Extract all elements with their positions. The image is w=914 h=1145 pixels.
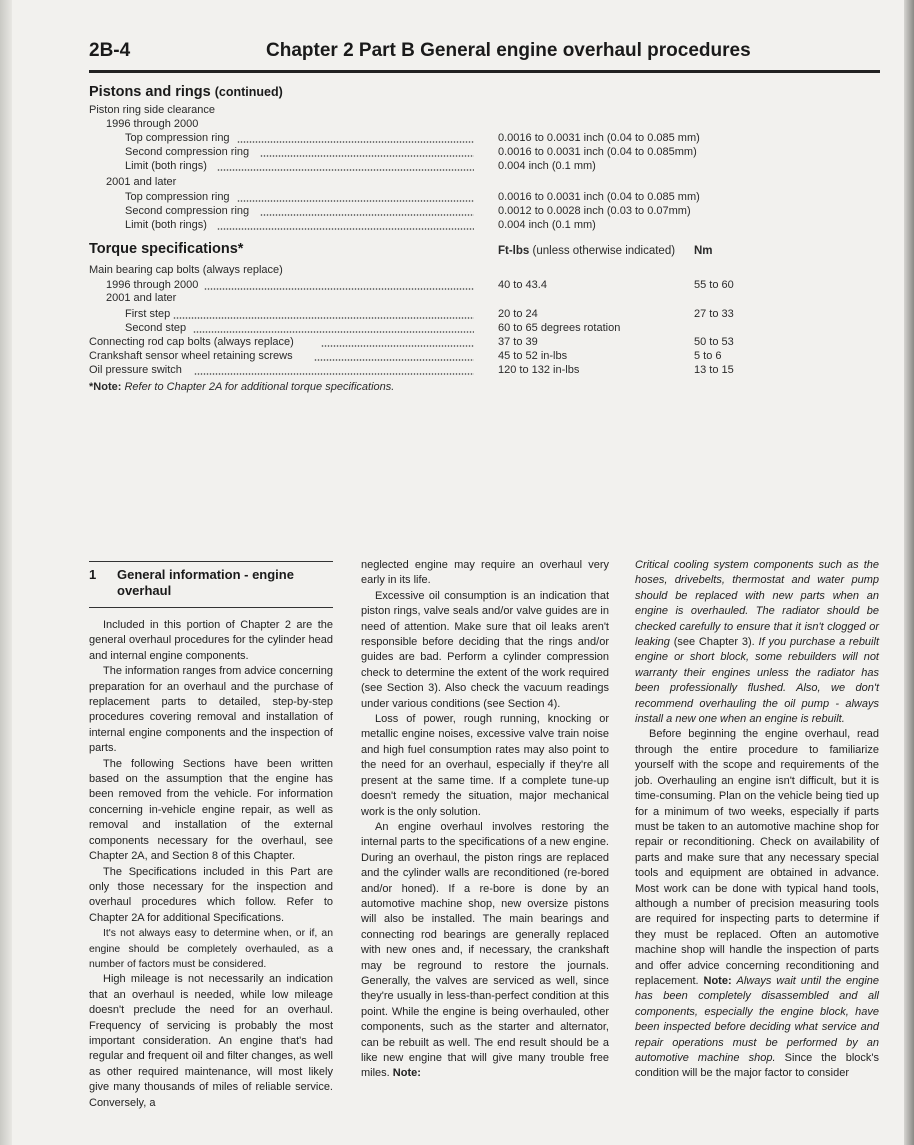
- spec-label: First step: [125, 308, 171, 320]
- spec-nm: 55 to 60: [694, 279, 734, 291]
- note-label: Note:: [703, 974, 732, 987]
- paragraph-text: Since the block's condition will be the major factor to consider: [635, 1052, 879, 1080]
- page-binding-shadow: [0, 0, 12, 1145]
- dot-leader: [193, 331, 474, 333]
- note-label: Note:: [392, 1067, 421, 1080]
- spec-label: Main bearing cap bolts (always replace): [89, 264, 283, 276]
- spec-label: Oil pressure switch: [89, 364, 182, 376]
- spec-label: Top compression ring: [125, 191, 230, 203]
- spec-ftlbs: 120 to 132 in-lbs: [498, 364, 580, 376]
- spec-value: 0.0016 to 0.0031 inch (0.04 to 0.085 mm): [498, 191, 700, 203]
- spec-label: Connecting rod cap bolts (always replace): [89, 336, 294, 348]
- spec-ftlbs: 40 to 43.4: [498, 279, 547, 291]
- paragraph: Loss of power, rough running, knocking or metallic engine noises, excessive valve train noise and high fuel consumption rates may also point to the need for an overhaul, especially if they're all present at the same time. If a complete tune-up doesn't remedy the situation, major mechanical work is the only solution.: [361, 713, 609, 818]
- italic-text: If you purchase a rebuilt engine or short block, some rebuilders will not warranty their engines unless the radiator has been professionally flushed. Also, we don't recommend overhauling the oil pump - always install a new one when an engine is rebuilt.: [635, 636, 879, 726]
- footnote-label: *Note:: [89, 381, 122, 393]
- spec-ftlbs: 60 to 65 degrees rotation: [498, 322, 621, 334]
- spec-label: 2001 and later: [106, 292, 177, 304]
- spec-value: 0.004 inch (0.1 mm): [498, 219, 596, 231]
- italic-text: Always wait until the engine has been completely disassembled and all components, especially the engine block, have been inspected before deciding what service and repair operations must be performed by an automotive machine shop.: [635, 974, 880, 1064]
- section-code: 2B-4: [89, 40, 131, 61]
- pistons-heading: [89, 84, 283, 100]
- dot-leader: [217, 169, 474, 171]
- dot-leader: [173, 317, 474, 319]
- dot-leader: [321, 345, 474, 347]
- paragraph: The following Sections have been written based on the assumption that the engine has been removed from the vehicle. For information concerning in-vehicle engine repair, as well as removal and installation of the external components necessary for the overhaul, see Chapter 2A, and Section 8 of this Chapter.: [89, 757, 333, 863]
- paragraph: The Specifications included in this Part are only those necessary for the inspection and overhaul procedures which follow. Refer to Chapter 2A for additional Specifications.: [89, 865, 333, 924]
- header-rule: [89, 70, 880, 73]
- spec-label: Crankshaft sensor wheel retaining screws: [89, 350, 293, 362]
- spec-ftlbs: 37 to 39: [498, 336, 538, 348]
- unit-note: (unless otherwise indicated): [532, 245, 676, 257]
- text-column-3: [635, 558, 879, 1082]
- section-title: General information - engine overhaul: [117, 567, 294, 598]
- dot-leader: [237, 141, 474, 143]
- spec-ftlbs: 20 to 24: [498, 308, 538, 320]
- chapter-ref: (see Chapter 3).: [673, 636, 755, 649]
- spec-label: Limit (both rings): [125, 219, 207, 231]
- paragraph-text: An engine overhaul involves restoring the internal parts to the specifications of a new engine. During an overhaul, the piston rings are replaced and the cylinder walls are reconditioned (re-bored and/or honed). If a re-bore is done by an automotive machine shop, new oversize pistons will also be installed. The main bearings and connecting rod bearings are generally replaced with new ones and, if necessary, the crankshaft may be reground to restore the journals. Generally, the valves are serviced as well, since they're usually in less-than-perfect condition at this point. While the engine is being overhauled, other components, such as the starter and alternator, can be rebuilt as well. The end result should be a like new engine that will give many trouble free miles.: [361, 820, 609, 1080]
- page-edge-shadow: [904, 0, 914, 1145]
- spec-nm: 27 to 33: [694, 308, 734, 320]
- spec-label: Piston ring side clearance: [89, 104, 215, 116]
- spec-label: 2001 and later: [106, 176, 177, 188]
- spec-value: 0.004 inch (0.1 mm): [498, 160, 596, 172]
- paragraph: [635, 727, 879, 1081]
- chapter-title: Chapter 2 Part B General engine overhaul procedures: [266, 40, 751, 61]
- spec-value: 0.0012 to 0.0028 inch (0.03 to 0.07mm): [498, 205, 691, 217]
- pistons-heading-note: (continued): [214, 85, 283, 99]
- dot-leader: [260, 155, 474, 157]
- spec-nm: 50 to 53: [694, 336, 734, 348]
- paragraph: neglected engine may require an overhaul very early in its life.: [361, 559, 609, 587]
- spec-nm: 13 to 15: [694, 364, 734, 376]
- paragraph: The information ranges from advice concerning preparation for an overhaul and the purchase of replacement parts to detailed, step-by-step procedures covering removal and installation of internal engine components and the inspection of parts.: [89, 665, 333, 755]
- unit-ftlbs: Ft-lbs: [498, 245, 530, 257]
- torque-footnote: [89, 381, 394, 394]
- text-column-2: [361, 558, 609, 1082]
- spec-label: Limit (both rings): [125, 160, 207, 172]
- spec-value: 0.0016 to 0.0031 inch (0.04 to 0.085mm): [498, 146, 697, 158]
- paragraph: Excessive oil consumption is an indication that piston rings, valve seals and/or valve guides are in need of attention. Make sure that oil leaks aren't responsible before deciding that the rings and/or guides are bad. Perform a cylinder compression check to determine the extent of the work required (see Section 3). Also check the vacuum readings under various conditions (see Section 4).: [361, 589, 609, 710]
- paragraph: Included in this portion of Chapter 2 are the general overhaul procedures for the cylinder head and internal engine components.: [89, 619, 333, 662]
- pistons-heading-text: Pistons and rings: [89, 84, 211, 100]
- paragraph: [635, 558, 879, 727]
- section-heading-top-rule: [89, 561, 333, 562]
- dot-leader: [314, 359, 474, 361]
- dot-leader: [204, 288, 474, 290]
- spec-ftlbs: 45 to 52 in-lbs: [498, 350, 568, 362]
- spec-nm: 5 to 6: [694, 350, 722, 362]
- paragraph: It's not always easy to determine when, or if, an engine should be completely overhauled, as a number of factors must be considered.: [89, 928, 333, 970]
- paragraph: [361, 820, 609, 1082]
- section-number: 1: [89, 567, 97, 582]
- dot-leader: [260, 214, 474, 216]
- spec-label: 1996 through 2000: [106, 279, 199, 291]
- spec-label: Second compression ring: [125, 146, 250, 158]
- paragraph-text: Before beginning the engine overhaul, read through the entire procedure to familiarize yourself with the scope and requirements of the job. Overhauling an engine isn't difficult, but it is time-consuming. Plan on the vehicle being tied up for a minimum of two weeks, especially if parts must be taken to an automotive machine shop for repair or reconditioning. Check on availability of parts and make sure that any necessary special tools and equipment are obtained in advance. Most work can be done with typical hand tools, although a number of precision measuring tools are required for inspecting parts to determine if they must be replaced. Often an automotive machine shop will handle the inspection of parts and offer advice concerning reconditioning and replacement.: [635, 728, 879, 987]
- spec-label: Top compression ring: [125, 132, 230, 144]
- spec-label: Second step: [125, 322, 187, 334]
- dot-leader: [194, 373, 474, 375]
- torque-heading: Torque specifications*: [89, 241, 244, 257]
- spec-label: 1996 through 2000: [106, 118, 199, 130]
- italic-text: Critical cooling system components such as the hoses, drivebelts, thermostat and water pump should be replaced with new parts when an engine is overhauled. The radiator should be checked carefully to ensure that it isn't clogged or leaking: [635, 559, 879, 649]
- torque-unit-header: [498, 245, 675, 258]
- dot-leader: [217, 228, 474, 230]
- unit-nm: Nm: [694, 245, 713, 257]
- dot-leader: [237, 200, 474, 202]
- spec-value: 0.0016 to 0.0031 inch (0.04 to 0.085 mm): [498, 132, 700, 144]
- footnote-text: Refer to Chapter 2A for additional torque specifications.: [124, 381, 395, 393]
- paragraph: High mileage is not necessarily an indication that an overhaul is needed, while low mileage doesn't preclude the need for an overhaul. Frequency of servicing is probably the most important consideration. An engine that's had regular and frequent oil and filter changes, as well as other required maintenance, will most likely give many thousands of miles of reliable service. Conversely, a: [89, 973, 333, 1109]
- spec-label: Second compression ring: [125, 205, 250, 217]
- section-heading-bottom-rule: [89, 607, 333, 608]
- text-column-1: [89, 618, 333, 1111]
